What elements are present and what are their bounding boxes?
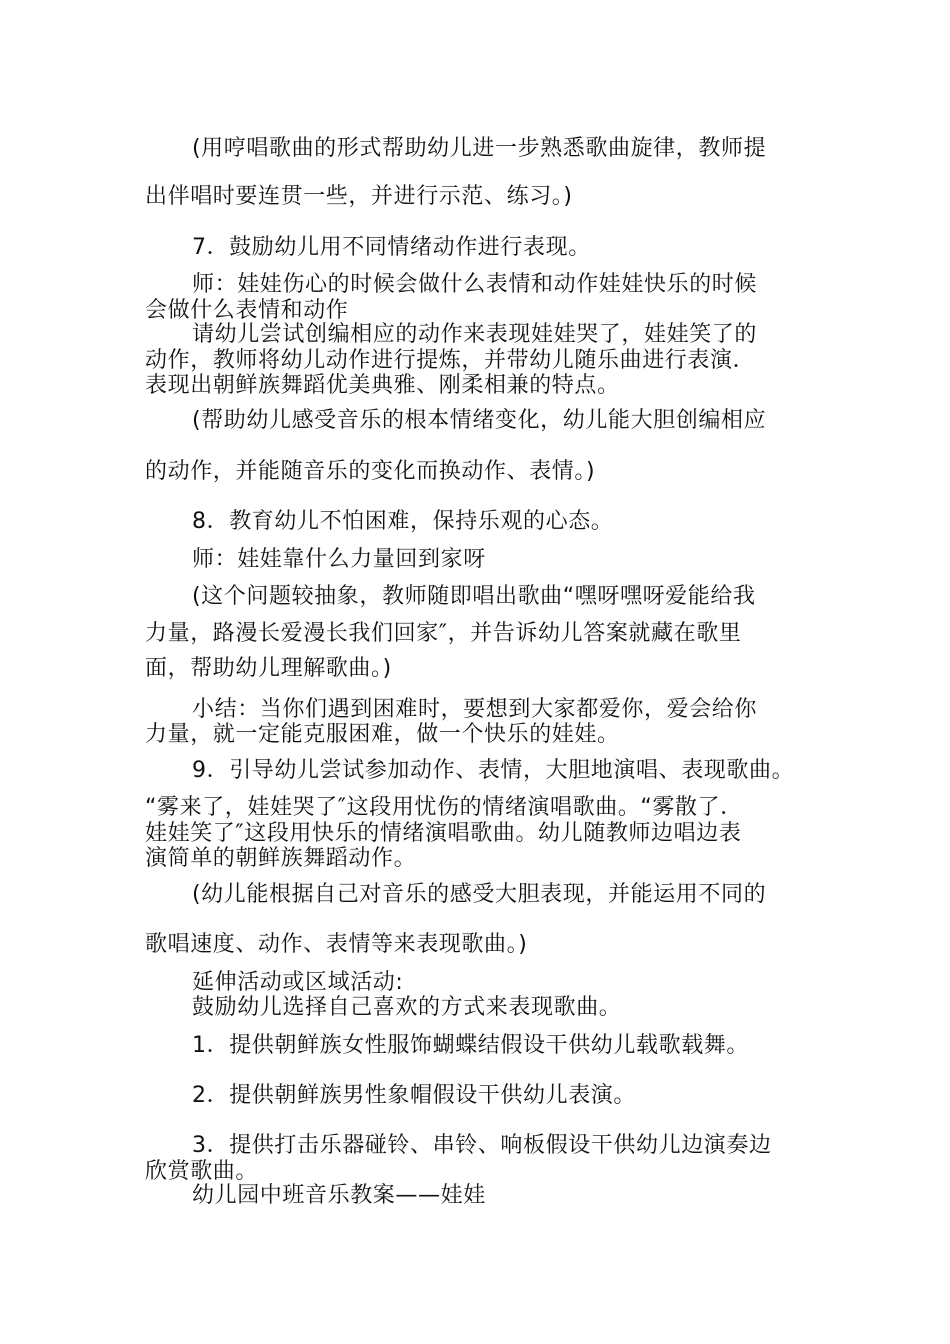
text-line: 8．教育幼儿不怕困难，保持乐观的心态。 <box>192 509 614 534</box>
text-line: 3．提供打击乐器碰铃、串铃、响板假设干供幼儿边演奏边 <box>192 1133 772 1158</box>
text-line: 的动作，并能随音乐的变化而换动作、表情。) <box>145 459 596 484</box>
text-line: 2．提供朝鲜族男性象帽假设干供幼儿表演。 <box>192 1083 636 1108</box>
text-line: 演简单的朝鲜族舞蹈动作。 <box>145 846 417 871</box>
text-line: 力量，路漫长爱漫长我们回家″，并告诉幼儿答案就藏在歌里 <box>145 621 742 646</box>
text-line: 表现出朝鲜族舞蹈优美典雅、刚柔相兼的特点。 <box>145 373 620 398</box>
text-line: 鼓励幼儿选择自己喜欢的方式来表现歌曲。 <box>192 995 622 1020</box>
text-line: 7．鼓励幼儿用不同情绪动作进行表现。 <box>192 235 591 260</box>
text-line: 延伸活动或区域活动: <box>192 970 404 995</box>
text-line: (这个问题较抽象，教师随即唱出歌曲“嘿呀嘿呀爱能给我 <box>192 584 756 609</box>
text-line: “雾来了，娃娃哭了″这段用忧伤的情绪演唱歌曲。“雾散了． <box>145 795 743 820</box>
text-line: 欣赏歌曲。 <box>145 1159 259 1184</box>
text-line: 娃娃笑了″这段用快乐的情绪演唱歌曲。幼儿随教师边唱边表 <box>145 821 742 846</box>
text-line: 面，帮助幼儿理解歌曲。) <box>145 656 392 681</box>
text-line: 小结：当你们遇到困难时，要想到大家都爱你，爱会给你 <box>192 697 758 722</box>
text-line: 幼儿园中班音乐教案——娃娃 <box>192 1183 486 1208</box>
text-line: 动作，教师将幼儿动作进行提炼，并带幼儿随乐曲进行表演． <box>145 348 756 373</box>
text-line: 会做什么表情和动作 <box>145 298 349 323</box>
text-line: 力量，就一定能克服困难，做一个快乐的娃娃。 <box>145 722 620 747</box>
text-line: (帮助幼儿感受音乐的根本情绪变化，幼儿能大胆创编相应 <box>192 408 767 433</box>
text-line: 1．提供朝鲜族女性服饰蝴蝶结假设干供幼儿载歌载舞。 <box>192 1033 749 1058</box>
text-line: 师：娃娃靠什么力量回到家呀 <box>192 547 486 572</box>
text-line: 请幼儿尝试创编相应的动作来表现娃娃哭了，娃娃笑了的 <box>192 322 758 347</box>
text-line: (幼儿能根据自己对音乐的感受大胆表现，并能运用不同的 <box>192 882 767 907</box>
text-line: 歌唱速度、动作、表情等来表现歌曲。) <box>145 932 528 957</box>
text-line: 出伴唱时要连贯一些，并进行示范、练习。) <box>145 184 573 209</box>
text-line: 9．引导幼儿尝试参加动作、表情，大胆地演唱、表现歌曲。 <box>192 758 795 783</box>
text-line: (用哼唱歌曲的形式帮助幼儿进一步熟悉歌曲旋律，教师提 <box>192 136 767 161</box>
text-line: 师：娃娃伤心的时候会做什么表情和动作娃娃快乐的时候 <box>192 272 758 297</box>
